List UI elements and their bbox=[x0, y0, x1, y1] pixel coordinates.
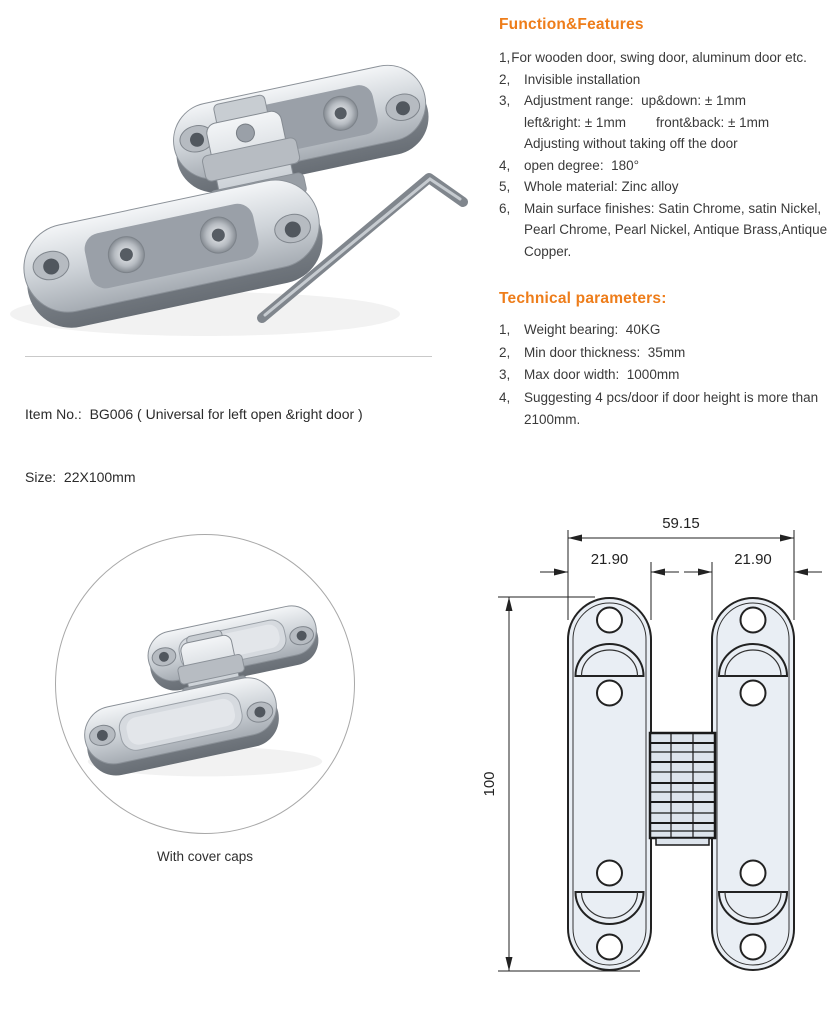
list-item bbox=[499, 198, 835, 263]
list-item-line: For wooden door, swing door, aluminum door etc. bbox=[511, 50, 807, 65]
list-item-line: Pearl Chrome, Pearl Nickel, Antique Brass,Antique bbox=[524, 222, 828, 237]
cover-caps-caption: With cover caps bbox=[156, 849, 254, 864]
list-item bbox=[499, 387, 835, 432]
list-item bbox=[499, 47, 835, 69]
list-item-line: Copper. bbox=[524, 243, 572, 259]
dim-right-plate-label: 21.90 bbox=[734, 551, 772, 568]
divider-line bbox=[25, 356, 432, 357]
list-item bbox=[499, 69, 835, 91]
drawing-right-plate bbox=[712, 598, 794, 970]
list-item-number: 1, bbox=[499, 322, 511, 337]
cover-caps-illustration bbox=[56, 535, 354, 833]
list-item bbox=[499, 342, 835, 365]
list-item-number: 2, bbox=[499, 71, 511, 87]
list-item-number: 4, bbox=[499, 157, 511, 173]
list-item-line: Suggesting 4 pcs/door if door height is more than bbox=[524, 389, 819, 405]
list-item-number: 6, bbox=[499, 200, 511, 216]
dim-height-label: 100 bbox=[481, 771, 498, 797]
list-item-number: 3, bbox=[499, 93, 511, 108]
list-item-line: Min door thickness: 35mm bbox=[524, 344, 686, 360]
drawing-knuckle bbox=[650, 733, 715, 845]
item-size: Size: 22X100mm bbox=[25, 469, 136, 485]
list-item-number: 2, bbox=[499, 344, 511, 360]
features-title: Function&Features bbox=[499, 16, 644, 33]
item-info bbox=[25, 362, 363, 530]
list-item-line: Main surface finishes: Satin Chrome, satin Nickel, bbox=[524, 200, 822, 216]
list-item-line: left&right: ± 1mm front&back: ± 1mm bbox=[524, 114, 770, 130]
list-item-number: 1, bbox=[499, 50, 511, 65]
list-item bbox=[499, 364, 835, 387]
list-item-line: Whole material: Zinc alloy bbox=[524, 179, 679, 194]
technical-drawing bbox=[480, 500, 840, 1012]
list-item-number: 4, bbox=[499, 389, 511, 405]
dim-total-width-label: 59.15 bbox=[662, 515, 700, 532]
tech-parameters-list bbox=[499, 319, 835, 432]
features-section bbox=[499, 16, 835, 262]
list-item-line: Adjustment range: up&down: ± 1mm bbox=[524, 93, 747, 108]
cover-caps-photo bbox=[55, 534, 355, 834]
list-item-line: open degree: 180° bbox=[524, 157, 639, 173]
list-item-number: 5, bbox=[499, 179, 511, 194]
list-item bbox=[499, 155, 835, 177]
list-item-line: Invisible installation bbox=[524, 71, 641, 87]
tech-parameters-title: Technical parameters: bbox=[499, 290, 667, 307]
list-item bbox=[499, 90, 835, 155]
list-item-line: Max door width: 1000mm bbox=[524, 367, 680, 382]
features-list bbox=[499, 47, 835, 262]
tech-parameters-section bbox=[499, 290, 835, 432]
dim-left-plate-label: 21.90 bbox=[590, 551, 629, 568]
list-item-line: Adjusting without taking off the door bbox=[524, 136, 738, 151]
list-item-line: 2100mm. bbox=[524, 412, 581, 427]
list-item bbox=[499, 176, 835, 198]
list-item bbox=[499, 319, 835, 342]
drawing-left-plate bbox=[568, 598, 651, 970]
list-item-line: Weight bearing: 40KG bbox=[524, 322, 661, 337]
list-item-number: 3, bbox=[499, 367, 511, 382]
item-number: Item No.: BG006 ( Universal for left open &right door ) bbox=[25, 406, 363, 422]
product-photo bbox=[0, 16, 470, 356]
